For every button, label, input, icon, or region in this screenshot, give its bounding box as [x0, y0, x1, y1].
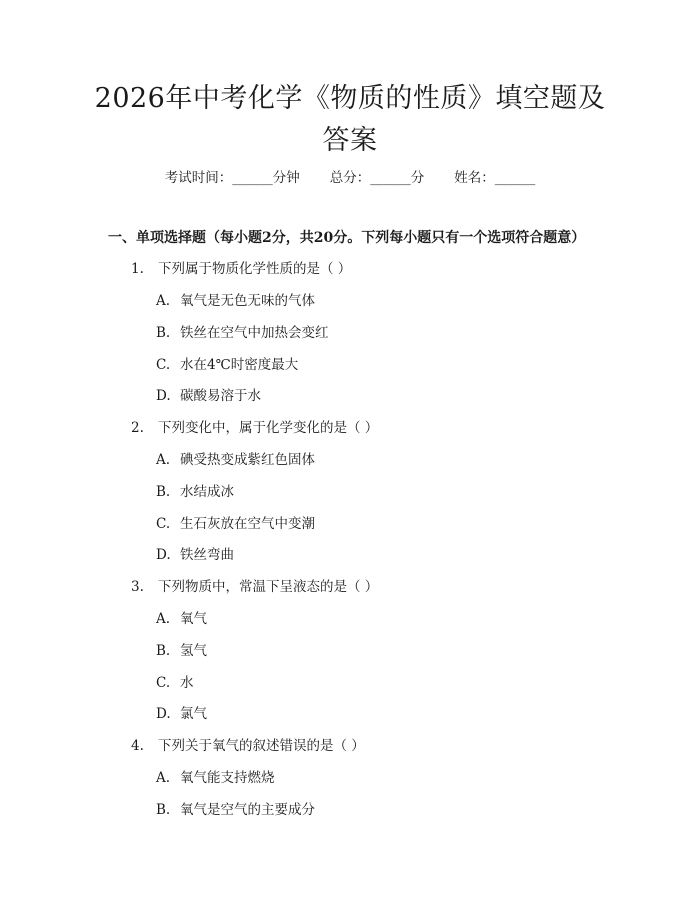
option-letter: C. — [156, 675, 171, 691]
question-1-option-b — [156, 323, 329, 343]
option-letter: A. — [156, 770, 171, 786]
question-2-option-a — [156, 450, 315, 470]
option-letter: D. — [156, 706, 171, 722]
question-3-option-a — [156, 609, 207, 629]
exam-time-field: 考试时间：______分钟 — [164, 170, 300, 186]
question-2-option-b — [156, 482, 234, 502]
question-1-option-a — [156, 291, 315, 311]
option-text: 氧气 — [180, 611, 207, 627]
section-heading: 一、单项选择题（每小题2分，共20分。下列每小题只有一个选项符合题意） — [108, 230, 586, 246]
question-3 — [131, 577, 378, 597]
option-text: 氧气是空气的主要成分 — [180, 802, 315, 818]
question-number: 2. — [131, 420, 144, 436]
option-letter: C. — [156, 357, 171, 373]
question-text: 下列物质中，常温下呈液态的是（ ） — [158, 579, 379, 595]
option-letter: C. — [156, 516, 171, 532]
question-1-option-c — [156, 355, 298, 375]
question-3-option-b — [156, 641, 207, 661]
question-3-option-d — [156, 704, 207, 724]
question-text: 下列关于氧气的叙述错误的是（ ） — [158, 738, 365, 754]
option-text: 铁丝弯曲 — [180, 547, 234, 563]
option-letter: A. — [156, 293, 171, 309]
option-letter: B. — [156, 325, 171, 341]
option-letter: B. — [156, 484, 171, 500]
option-text: 氢气 — [180, 643, 207, 659]
option-text: 氯气 — [180, 706, 207, 722]
question-2-option-c — [156, 514, 315, 534]
question-2-option-d — [156, 545, 234, 565]
question-text: 下列属于物质化学性质的是（ ） — [158, 261, 352, 277]
total-score-field: 总分：______分 — [329, 170, 425, 186]
option-text: 碳酸易溶于水 — [180, 388, 261, 404]
question-4 — [131, 736, 365, 756]
option-letter: B. — [156, 643, 171, 659]
question-number: 3. — [131, 579, 144, 595]
question-1-option-d — [156, 386, 261, 406]
option-letter: A. — [156, 611, 171, 627]
option-text: 铁丝在空气中加热会变红 — [180, 325, 329, 341]
option-letter: A. — [156, 452, 171, 468]
exam-info-line — [0, 168, 700, 188]
option-letter: D. — [156, 547, 171, 563]
option-text: 水结成冰 — [180, 484, 234, 500]
question-1 — [131, 259, 351, 279]
question-number: 1. — [131, 261, 144, 277]
option-letter: D. — [156, 388, 171, 404]
option-text: 碘受热变成紫红色固体 — [180, 452, 315, 468]
option-text: 水 — [180, 675, 194, 691]
student-name-field: 姓名：______ — [454, 170, 536, 186]
question-2 — [131, 418, 378, 438]
question-number: 4. — [131, 738, 144, 754]
option-text: 氧气是无色无味的气体 — [180, 293, 315, 309]
option-letter: B. — [156, 802, 171, 818]
question-4-option-b — [156, 800, 315, 820]
question-text: 下列变化中，属于化学变化的是（ ） — [158, 420, 379, 436]
option-text: 生石灰放在空气中变潮 — [180, 516, 315, 532]
question-3-option-c — [156, 673, 194, 693]
question-4-option-a — [156, 768, 275, 788]
document-title: 2026年中考化学《物质的性质》填空题及答案 — [94, 83, 606, 156]
option-text: 氧气能支持燃烧 — [180, 770, 275, 786]
option-text: 水在4℃时密度最大 — [180, 357, 299, 373]
